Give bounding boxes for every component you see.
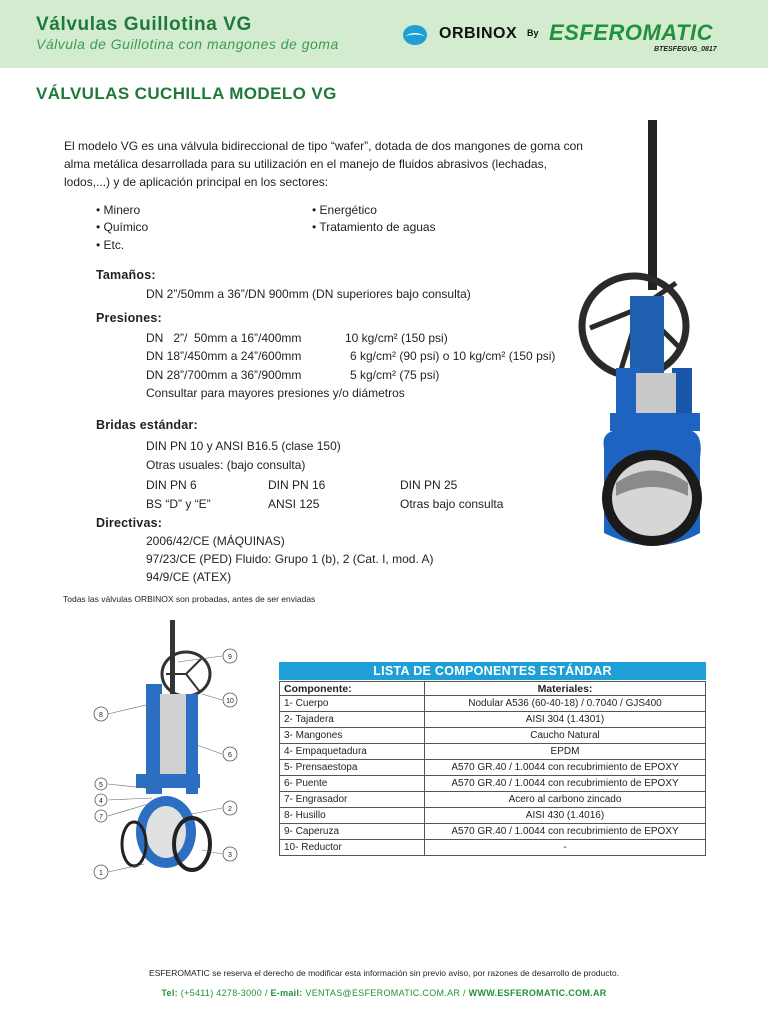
diagram-label: 6 xyxy=(228,752,232,759)
website-link[interactable]: WWW.ESFEROMATIC.COM.AR xyxy=(468,988,607,998)
component-cell: 4- Empaquetadura xyxy=(280,744,425,760)
material-cell: Nodular A536 (60-40-18) / 0.7040 / GJS400 xyxy=(425,696,706,712)
diagram-label: 10 xyxy=(226,698,234,705)
flange-option: DIN PN 16 xyxy=(268,478,326,492)
sector-item: • Tratamiento de aguas xyxy=(312,220,436,234)
intro-paragraph: El modelo VG es una válvula bidireccional de tipo “wafer”, dotada de dos mangones de goma con alma metálica desarrollada para su utilización en el manejo de fluidos abrasivos (lechadas, lodos,...) y de aplicación principal en los sectores: xyxy=(64,139,583,189)
brand-by-text: By xyxy=(527,28,539,38)
footer-contact xyxy=(0,988,768,998)
table-row xyxy=(280,696,706,712)
pressure-range: DN 18”/450mm a 24”/600mm xyxy=(146,349,302,363)
separator: / xyxy=(264,988,268,998)
flange-option: DIN PN 25 xyxy=(400,478,458,492)
diagram-label: 7 xyxy=(99,814,103,821)
table-row xyxy=(280,792,706,808)
directive-item: 94/9/CE (ATEX) xyxy=(146,570,232,584)
components-table-title: LISTA DE COMPONENTES ESTÁNDAR xyxy=(279,662,706,680)
pressures-heading: Presiones: xyxy=(96,311,162,325)
directives-heading: Directivas: xyxy=(96,516,163,530)
material-cell: A570 GR.40 / 1.0044 con recubrimiento de EPOXY xyxy=(425,760,706,776)
component-cell: 8- Husillo xyxy=(280,808,425,824)
flange-option: DIN PN 6 xyxy=(146,478,197,492)
flange-option: ANSI 125 xyxy=(268,497,320,511)
sizes-text: DN 2”/50mm a 36”/DN 900mm (DN superiores bajo consulta) xyxy=(146,287,471,301)
flange-option: Otras bajo consulta xyxy=(400,497,504,511)
header-band xyxy=(0,0,768,68)
orbinox-logo-text: ORBINOX xyxy=(439,25,518,42)
table-row xyxy=(280,712,706,728)
directive-item: 97/23/CE (PED) Fluido: Grupo 1 (b), 2 (Cat. I, mod. A) xyxy=(146,552,434,566)
table-header-row xyxy=(280,682,706,696)
component-cell: 5- Prensaestopa xyxy=(280,760,425,776)
tested-note: Todas las válvulas ORBINOX son probadas, antes de ser enviadas xyxy=(63,594,316,604)
material-cell: AISI 304 (1.4301) xyxy=(425,712,706,728)
component-cell: 3- Mangones xyxy=(280,728,425,744)
pressure-range: DN 2”/ 50mm a 16”/400mm xyxy=(146,331,302,345)
diagram-label: 8 xyxy=(99,712,103,719)
diagram-label: 9 xyxy=(228,654,232,661)
directive-item: 2006/42/CE (MÁQUINAS) xyxy=(146,534,285,548)
material-cell: Acero al carbono zincado xyxy=(425,792,706,808)
flanges-standard: DIN PN 10 y ANSI B16.5 (clase 150) xyxy=(146,439,341,453)
table-row xyxy=(280,744,706,760)
material-cell: A570 GR.40 / 1.0044 con recubrimiento de EPOXY xyxy=(425,824,706,840)
diagram-label: 3 xyxy=(228,852,232,859)
material-cell: EPDM xyxy=(425,744,706,760)
header-title: Válvulas Guillotina VG xyxy=(36,14,252,35)
component-cell: 7- Engrasador xyxy=(280,792,425,808)
table-row xyxy=(280,808,706,824)
material-cell: AISI 430 (1.4016) xyxy=(425,808,706,824)
component-cell: 2- Tajadera xyxy=(280,712,425,728)
sector-item: • Químico xyxy=(96,220,149,234)
flange-option: BS “D” y “E” xyxy=(146,497,211,511)
document-code: BTESFEGVG_0817 xyxy=(654,46,717,53)
footer-disclaimer: ESFEROMATIC se reserva el derecho de modificar esta información sin previo aviso, por razones de desarrollo de producto. xyxy=(149,968,619,978)
sector-item: • Energético xyxy=(312,203,377,217)
flanges-heading: Bridas estándar: xyxy=(96,418,198,432)
pressure-range: DN 28”/700mm a 36”/900mm xyxy=(146,368,302,382)
pressure-value: 5 kg/cm² (75 psi) xyxy=(350,368,440,382)
table-row xyxy=(280,824,706,840)
esferomatic-logo-text: ESFEROMATIC xyxy=(549,20,713,45)
sector-item: • Etc. xyxy=(96,238,125,252)
sector-item: • Minero xyxy=(96,203,141,217)
flanges-other-label: Otras usuales: (bajo consulta) xyxy=(146,458,306,472)
tel-label: Tel: xyxy=(161,988,178,998)
header-subtitle: Válvula de Guillotina con mangones de goma xyxy=(36,36,339,52)
material-cell: A570 GR.40 / 1.0044 con recubrimiento de EPOXY xyxy=(425,776,706,792)
diagram-label: 4 xyxy=(99,798,103,805)
email-link[interactable]: VENTAS@ESFEROMATIC.COM.AR xyxy=(305,988,461,998)
components-table xyxy=(279,681,706,856)
table-row xyxy=(280,728,706,744)
pressure-value: 10 kg/cm² (150 psi) xyxy=(345,331,448,345)
component-cell: 10- Reductor xyxy=(280,840,425,856)
column-header-component: Componente: xyxy=(280,682,425,696)
orbinox-logo-icon xyxy=(402,24,428,46)
valve-photo-image xyxy=(576,118,706,568)
sizes-heading: Tamaños: xyxy=(96,268,156,282)
table-row xyxy=(280,760,706,776)
diagram-label: 2 xyxy=(228,806,232,813)
diagram-label: 5 xyxy=(99,782,103,789)
pressure-value: 6 kg/cm² (90 psi) o 10 kg/cm² (150 psi) xyxy=(350,349,556,363)
diagram-label: 1 xyxy=(99,870,103,877)
main-title: VÁLVULAS CUCHILLA MODELO VG xyxy=(36,84,337,103)
component-diagram-image xyxy=(74,614,254,882)
table-row xyxy=(280,776,706,792)
table-row xyxy=(280,840,706,856)
material-cell: Caucho Natural xyxy=(425,728,706,744)
component-cell: 9- Caperuza xyxy=(280,824,425,840)
separator: / xyxy=(463,988,466,998)
tel-value: (+5411) 4278-3000 xyxy=(180,988,263,998)
pressure-note: Consultar para mayores presiones y/o diámetros xyxy=(146,386,405,400)
material-cell: - xyxy=(425,840,706,856)
component-cell: 6- Puente xyxy=(280,776,425,792)
component-cell: 1- Cuerpo xyxy=(280,696,425,712)
email-label: E-mail: xyxy=(270,988,303,998)
column-header-materials: Materiales: xyxy=(425,682,706,696)
